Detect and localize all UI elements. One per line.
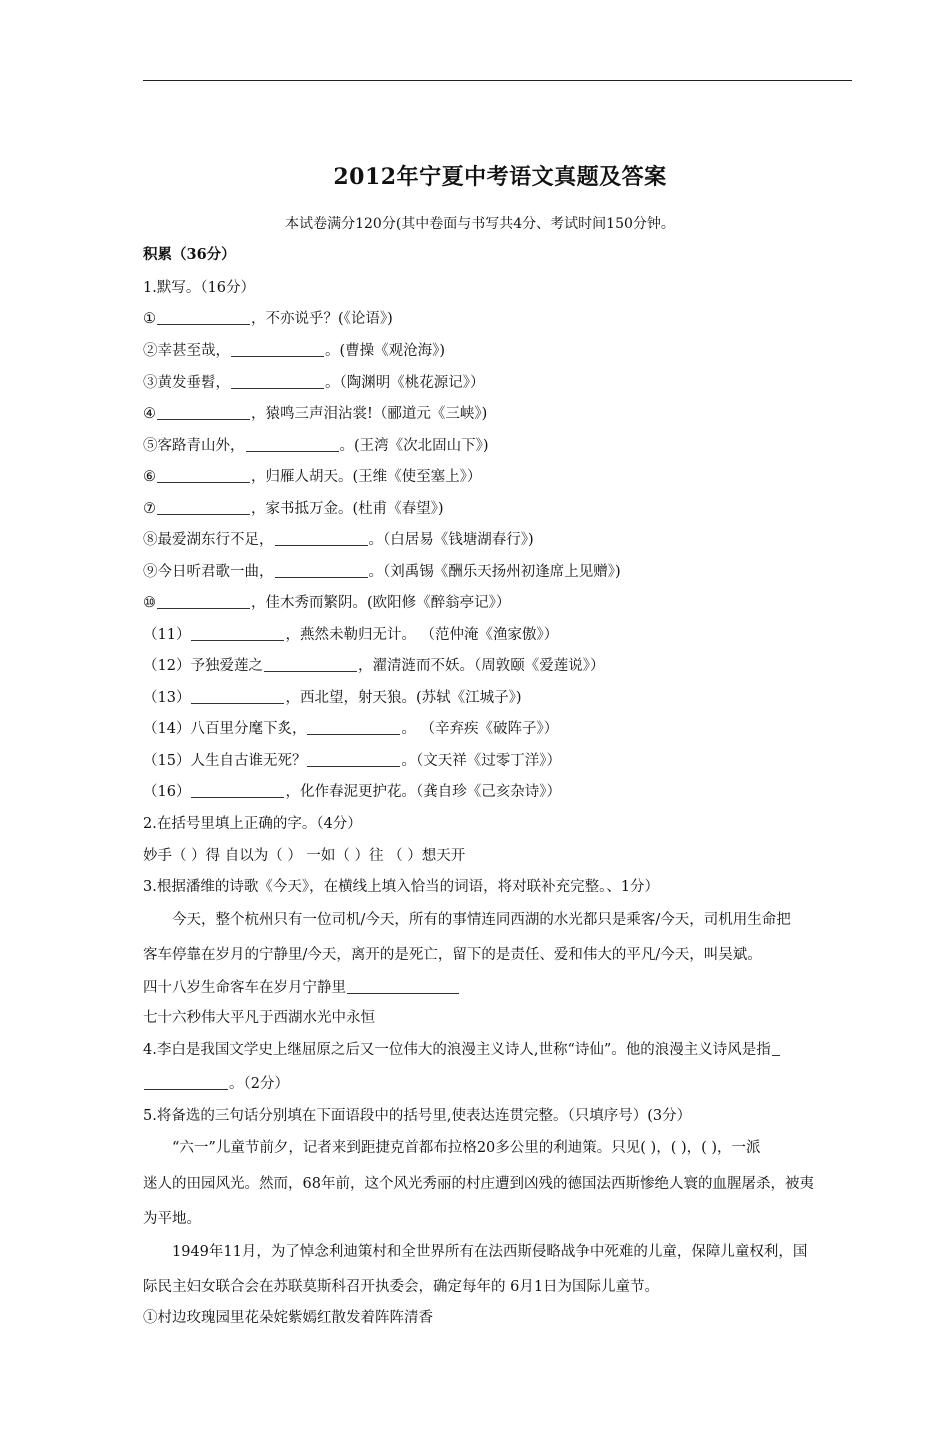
q1-item-14: （14）八百里分麾下炙， 。 （辛弃疾《破阵子》） — [143, 721, 559, 737]
answer-blank[interactable] — [772, 1054, 780, 1056]
q1-item-9: ⑨今日听君歌一曲， 。（刘禹锡《酬乐天扬州初逢席上见赠》) — [143, 564, 621, 580]
answer-blank[interactable] — [246, 450, 339, 452]
question-1-heading: 1.默写。（16分） — [143, 280, 256, 296]
q5-passage-line-2: 迷人的田园风光。然而，68年前，这个风光秀丽的村庄遭到凶残的德国法西斯惨绝人寰的血腥屠杀，被夷 — [143, 1176, 814, 1192]
q1-item-5: ⑤客路青山外， 。(王湾《次北固山下》) — [143, 438, 489, 454]
answer-blank[interactable] — [275, 576, 368, 578]
q3-poem-line-2: 客车停靠在岁月的宁静里/今天，离开的是死亡，留下的是责任、爱和伟大的平凡/今天，叫吴斌。 — [143, 947, 762, 963]
q1-item-10: ⑩ ，佳木秀而繁阴。(欧阳修《醉翁亭记》） — [143, 595, 511, 611]
answer-blank[interactable] — [307, 765, 400, 767]
q1-item-16: （16） ，化作春泥更护花。（龚自珍《己亥杂诗》） — [143, 784, 561, 800]
answer-blank[interactable] — [157, 607, 250, 609]
q2-fill-line: 妙手（ ）得 自以为（ ） 一如（ ）往 （ ）想天开 — [143, 848, 466, 864]
q3-couplet-upper: 四十八岁生命客车在岁月宁静里 — [143, 976, 460, 997]
question-3-heading: 3.根据潘维的诗歌《今天》，在横线上填入恰当的词语，将对联补充完整。、1分） — [143, 879, 660, 895]
answer-blank[interactable] — [231, 355, 324, 357]
answer-blank[interactable] — [144, 1088, 228, 1090]
q1-item-2: ②幸甚至哉， 。(曹操《观沧海》) — [143, 343, 446, 359]
answer-blank[interactable] — [264, 670, 357, 672]
answer-blank[interactable] — [157, 418, 250, 420]
q1-item-12: （12）予独爱莲之 ，濯清涟而不妖。（周敦颐《爱莲说》） — [143, 658, 605, 674]
q3-couplet-lower: 七十六秒伟大平凡于西湖水光中永恒 — [143, 1010, 375, 1026]
answer-blank[interactable] — [231, 387, 324, 389]
q1-item-8: ⑧最爱湖东行不足， 。（白居易《钱塘湖春行》) — [143, 532, 534, 548]
q5-passage-line-3: 为平地。 — [143, 1211, 201, 1227]
q1-item-1: ① ，不亦说乎？(《论语》) — [143, 311, 393, 327]
q5-passage-line-4: 1949年11月，为了悼念利迪策村和全世界所有在法西斯侵略战争中死难的儿童，保障儿童权利，国 — [172, 1244, 808, 1260]
answer-blank[interactable] — [157, 513, 250, 515]
q1-item-4: ④ ，猿鸣三声泪沾裳!（郦道元《三峡》) — [143, 406, 488, 422]
answer-blank[interactable] — [191, 639, 284, 641]
answer-blank[interactable] — [191, 796, 284, 798]
header-rule — [143, 80, 852, 81]
question-4-line-1: 4.李白是我国文学史上继屈原之后又一位伟大的浪漫主义诗人,世称“诗仙”。他的浪漫主义诗风是指 — [143, 1038, 781, 1059]
q5-passage-line-1: “六一”儿童节前夕，记者来到距捷克首都布拉格20多公里的利迪策。只见( )，( )，( )，一派 — [172, 1140, 761, 1156]
q5-passage-line-5: 际民主妇女联合会在苏联莫斯科召开执委会，确定每年的 6月1日为国际儿童节。 — [143, 1279, 660, 1295]
answer-blank[interactable] — [347, 992, 459, 994]
answer-blank[interactable] — [275, 544, 368, 546]
section-heading: 积累（36分） — [143, 246, 236, 263]
q3-poem-line-1: 今天，整个杭州只有一位司机/今天，所有的事情连同西湖的水光都只是乘客/今天，司机用生命把 — [172, 912, 791, 928]
question-4-line-2: 。（2分） — [143, 1072, 289, 1093]
q1-item-6: ⑥ ，归雁人胡天。(王维《使至塞上》） — [143, 469, 482, 485]
answer-blank[interactable] — [157, 481, 250, 483]
q1-item-15: （15）人生自古谁无死？ 。（文天祥《过零丁洋》） — [143, 753, 561, 769]
answer-blank[interactable] — [191, 702, 284, 704]
q1-item-13: （13） ，西北望，射天狼。(苏轼《江城子》) — [143, 690, 522, 706]
exam-info: 本试卷满分120分(其中卷面与书写共4分、考试时间150分钟。 — [285, 216, 675, 232]
q5-option-1: ①村边玫瑰园里花朵姹紫嫣红散发着阵阵清香 — [143, 1310, 433, 1326]
q1-item-3: ③黄发垂髫， 。（陶渊明《桃花源记》） — [143, 375, 485, 391]
q1-item-7: ⑦ ，家书抵万金。(杜甫《春望》) — [143, 501, 444, 517]
question-5-heading: 5.将备选的三句话分别填在下面语段中的括号里,使表达连贯完整。（只填序号）(3分） — [143, 1108, 692, 1124]
question-2-heading: 2.在括号里填上正确的字。（4分） — [143, 816, 362, 832]
answer-blank[interactable] — [307, 733, 400, 735]
page-title: 2012年宁夏中考语文真题及答案 — [333, 164, 667, 190]
answer-blank[interactable] — [157, 323, 250, 325]
q1-item-11: （11） ，燕然未勒归无计。 （范仲淹《渔家傲》） — [143, 627, 559, 643]
